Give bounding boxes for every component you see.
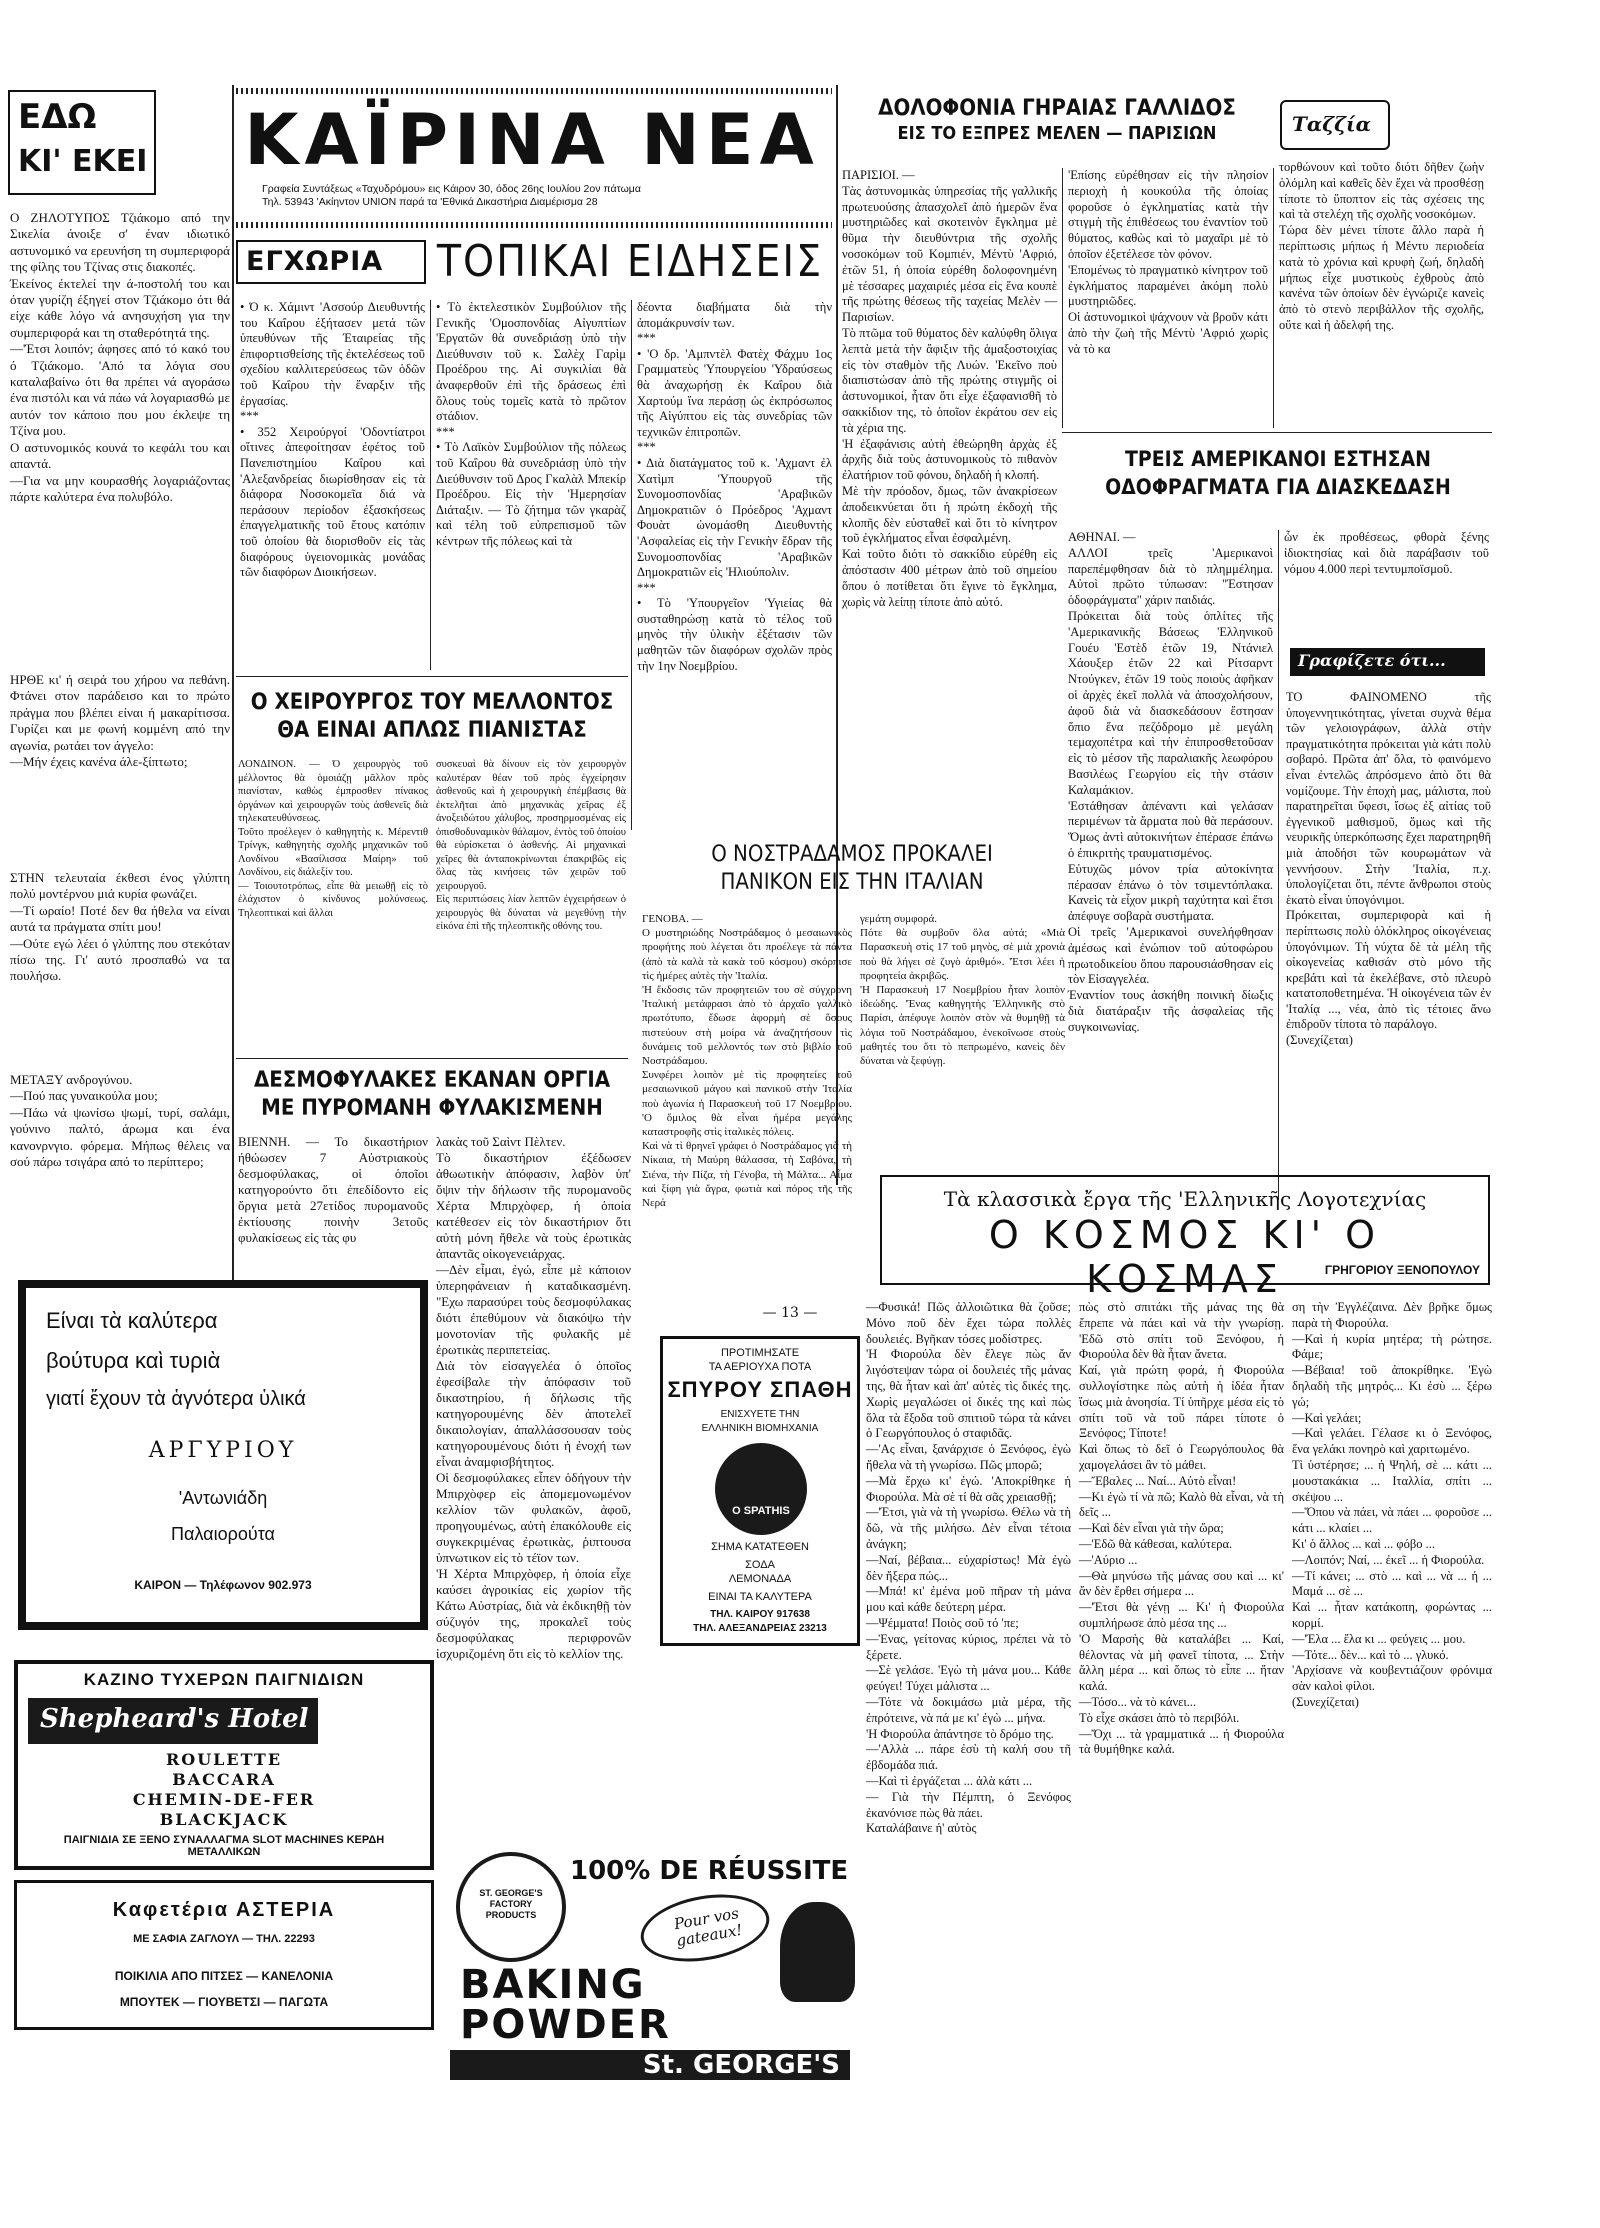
local-news-col-3: δέοντα διαβήματα διὰ τὴν ἀπομάκρυνσίν των. *** • 'Ο δρ. 'Αμπντὲλ Φατὲχ Φάχμυ 1ος Γραμματεὺς 'Υπουργείου 'Υδραύσεως θὰ ἀναχωρήσῃ ἐκ Καΐρου διὰ Χαρτούμ ἵνα περάσῃ ὡς ἐκπρόσωπος τῆς Αἰγύπτου εἰς τὰς συνεδρίας τῶν τεχνικῶν ἐπιτροπῶν. *** • Διὰ διατάγματος τοῦ κ. 'Αχμαντ ἐλ Χατὶμπ 'Υπουργοῦ τῆς Συνομοσπονδίας 'Αραβικῶν Δημοκρατιῶν ὁ Πρόεδρος 'Αχμαντ Φουὰτ ὠνομάσθη Διευθυντὴς 'Ασφαλείας εἰς τὴν Γενικὴν ἔδραν τῆς Συνομοσπονδίας 'Αραβικῶν Δημοκρατιῶν εἰς 'Ηλιούπολιν. *** • Τὸ 'Υπουργεῖον 'Υγιείας θὰ συσταθηρώσῃ κατὰ τὸ τέλος τοῦ μηνὸς τὴν ὑλικὴν ἐξέτασιν τῶν μαθητῶν τῶν διαφόρων σχολῶν πρὸς τὴν 1ην Νοεμβρίου.: [637, 300, 832, 673]
literature-col-2: πὼς στὸ σπιτάκι τῆς μάνας της θὰ ἔπρεπε νὰ πάει καὶ νὰ τὴν γνωρίσῃ. 'Εδῶ στὸ σπίτι τοῦ Ξενόφου, ἡ Φιορούλα δὲν θὰ ἦταν ἄνετα. Καί, γιὰ πρώτη φορά, ἡ Φιορούλα συλλογίστηκε πὼς αὐτὴ ἡ ἰδέα ἦταν ἴσως μιὰ ἀνοησία. Τί ὑπῆρχε μέσα εἰς τὸ σπίτι τοῦ νὰ τοῦ πάρει τίποτε ὁ Ξενόφος; Τίποτε! Καὶ ὅπως τὸ δεῖ ὁ Γεωργόπουλος θὰ χαμογελάσει ἂν τὸ μάθει. —Ἔβαλες ... Ναί... Αὐτὸ εἶναι! —Κι ἐγὼ τί νὰ πῶ; Καλὸ θὰ εἶναι, νὰ τὴ δεῖς ... —Καὶ δὲν εἶναι γιὰ τὴν ὥρα; —'Εδῶ θὰ κάθεσαι, καλύτερα. —'Αύριο ... —Θὰ μηνύσω τῆς μάνας σου καὶ ... κι' ἄν δὲν ἔρθει σήμερα ... —'Έτσι θὰ γένῃ ... Κι' ἡ Φιορούλα συμπλήρωσε ἀπὸ μέσα της ... 'Ο Μαρσὴς θὰ καταλάβει ... Καί, θέλοντας νὰ μὴ φανεῖ τίποτα, ... Στὴν ἄλλη μέρα ... καὶ ὅπως τὸ εἶπε ... ἤταν καλά. —Τόσο... νὰ τὸ κάνει... Τὸ εἶχε σκάσει ἀπὸ τὸ περιβόλι. —Ὄχι ... τὰ γραμματικά ... ή Φιορούλα τὰ θυμήθηκε καλά.: [1079, 1300, 1284, 1757]
ad-butter-line2: βούτυρα καὶ τυριὰ: [46, 1348, 221, 1373]
masthead-stripe-bottom: [236, 222, 832, 228]
ad-george-line1: BAKING: [460, 1962, 646, 2008]
americans-headline-2: ΟΔΟΦΡΑΓΜΑΤΑ ΓΙΑ ΔΙΑΣΚΕΔΑΣΗ: [1105, 475, 1451, 499]
masthead-title: ΚΑΪΡΙΝΑ ΝΕΑ: [244, 99, 820, 181]
ad-cafe-line2: ΜΠΟΥΤΕΚ — ΓΙΟΥΒΕΤΣΙ — ΠΑΓΩΤΑ: [119, 1995, 329, 2009]
ad-spathis-brand: ΣΠΥΡΟΥ ΣΠΑΘΗ: [667, 1377, 853, 1402]
ad-butter-line4: 'Αντωνιάδη: [178, 1488, 268, 1508]
ad-casino-line1: ΚΑΖΙΝΟ ΤΥΧΕΡΩΝ ΠΑΙΓΝΙΔΙΩΝ: [83, 1670, 365, 1689]
corner-text-3: ΣΤΗΝ τελευταία έκθεσι ένος γλύπτη πολύ μοντέρνου μιά κυρία φωνάζει. —Τί ωραίο! Ποτέ δεν θα ήθελα να είναι αυτά τα πράγματα σπίτι μου! —Ούτε εγώ λέει ό γλύπτης που στεκόταν πίσω της. Γι' αυτό προσπαθώ να τα πουλήσω.: [10, 870, 230, 984]
murder-rule-2: [1273, 168, 1274, 428]
ad-casino-brand: Shepheard's Hotel: [40, 1704, 309, 1734]
local-news-bottom-rule: [236, 676, 628, 677]
surgeon-headline-1: Ο ΧΕΙΡΟΥΡΓΟΣ ΤΟΥ ΜΕΛΛΟΝΤΟΣ: [250, 690, 614, 715]
ad-casino-line6: ΠΑΙΓΝΙΔΙΑ ΣΕ ΞΕΝΟ ΣΥΝΑΛΛΑΓΜΑ SLOT MACHINES ΚΕΡΔΗ ΜΕΤΑΛΛΙΚΩΝ: [63, 1834, 385, 1858]
graphic-heading-box: [1290, 648, 1485, 676]
graphic-text: ΤΟ ΦΑΙΝΟΜΕΝΟ τῆς ὑπογεννητικότητας, γίνεται συχνὰ θέμα τῶν γελοιογράφων, ἀλλὰ στὴν πραγματικότητα πρόκειται γιὰ κάτι πολὺ σοβαρό. Πρῶτα ἀπ' ὅλα, τὸ φαινόμενο εἶναι ἐντελῶς ἀπρόσμενο ἀπὸ ὅτι θὰ νομίζουμε. Τὴν ἐποχὴ μας, μάλιστα, ποὺ παρατηρεῖται ὕφεσι, ἴσως ἐξ αἰτίας τοῦ ἐγγενικοῦ μαθισμοῦ, ὅμως καὶ τῆς νευρικῆς ὑπερκόπωσης ἔχει παρατηρηθῆ μιὰ ἀποδήσι τῶν κουρωμάτων νὰ γεννήσουν. Στὴν 'Ιταλία, π.χ. ὑπολογίζεται ὅτι, πέντε ἄνθρωποι στοὺς ἑκατὸ εἶναι ὑπογόνιμοι. Πρόκειται, συμπεριφορὰ καὶ ἡ περίπτωσις πολὺ ὁλόκληρος οἰκογένειας ὑπογόνιμων. Τὴ νύχτα δὲ τὰ μέλη τῆς οἰκογενείας καθισάν στὸ μόνο τῆς κρεβάτι καὶ τὰ ἐκελέβανε, στὸ πλευρὸ κατατοποθετημένα. Ἡ οἰκογένεια τῶν ἐν 'Ιταλίᾳ ..., νέα, ἀπὸ τὶς τέτοιες ἄνω ἐπιδροῦν τίποτα τὸ παράλογο. (Συνεχίζεται): [1286, 690, 1491, 1048]
masthead-info-line2: Τηλ. 53943 'Ακίηντον UNION παρά τα 'Εθνικά Δικαστήρια Διαμέρισμα 28: [262, 196, 598, 208]
ad-butter-phone: ΚΑΙΡΟΝ — Τηλέφωνον 902.973: [134, 1578, 312, 1592]
ad-spathis-line7: ΕΙΝΑΙ ΤΑ ΚΑΛΥΤΕΡΑ: [708, 1591, 812, 1603]
ad-george-reussite: 100% DE RÉUSSITE: [570, 1856, 849, 1886]
surgeon-col-2: συσκευαὶ θὰ δίνουν εἰς τὸν χειρουργὸν καλυτέραν θέαν τοῦ πρὸς ἐγχείρησιν ἀσθενοῦς καὶ ἡ χειρουργικὴ ἐπέμβασις θὰ ἐκτελῆται ἀπὸ μηχανικὰς χεῖρας ἐξ ἀνοξειδώτου χάλυβος, προσηρμοσμένας εἰς ὀπισθοδυναμικὸν θάλαμον, ἐντὸς τοῦ ὁποίου θὰ εὑρίσκεται ὁ ἀσθενής. Αἱ μηχανικαὶ χεῖρες θὰ ἀνταποκρίνωνται ἐπακριβῶς εἰς ὅλας τὰς κινήσεις τῶν χειρῶν τοῦ χειρουργοῦ. Εἰς περιπτώσεις λίαν λεπτῶν ἐγχειρήσεων ὁ χειρουργὸς θὰ δύναται νὰ μεγεθύνῃ τὴν εἰκόνα ἐπὶ τῆς τηλεοπτικῆς οθόνης του.: [436, 759, 626, 932]
ad-spathis-line6: ΛΕΜΟΝΑΔΑ: [728, 1573, 792, 1585]
murder-bottom-rule: [1062, 432, 1492, 433]
ad-casino-brand-box: [28, 1698, 318, 1744]
local-news-rule-1: [430, 300, 431, 670]
corner-column-rule: [232, 85, 234, 1280]
americans-col-2: ὧν ἐκ προθέσεως, φθορὰ ξένης ἰδιοκτησίας καὶ διὰ παράβασιν τοῦ νόμου 4.000 περὶ τεντυμποϊσμοῦ.: [1284, 530, 1489, 576]
literature-chapter: — 13 —: [762, 1305, 818, 1321]
americans-headline-1: ΤΡΕΙΣ ΑΜΕΡΙΚΑΝΟΙ ΕΣΤΗΣΑΝ: [1125, 447, 1431, 471]
ad-butter-brand: ΑΡΓΥΡΙΟΥ: [148, 1438, 298, 1463]
prison-col-2: λακὰς τοῦ Σαὶντ Πὲλτεν. Τὸ δικαστήριον ἐξέδωσεν ἀθωωτικὴν ἀπόφασιν, λαβὸν ὑπ' ὄψιν τὴν δήλωσιν τῆς πυρομανοῦς Χέρτα Μπιρχὸφερ, ἡ ὁποία κατέθεσεν εἰς τὸν δικαστήριον ὅτι αὐτὴ μόνη ἤθελε νὰ τοὺς ἐρωτικὰς ἀπαντᾶς οἰκογενειάρχας. —Δὲν εἶμαι, ἐγώ, εἶπε μὲ κάποιον ὑπερηφάνειαν ἡ καταδικασμένη. "Εχω παρασύρει τοὺς δεσμοφύλακας διότι ἐπεθύμουν νὰ διακόψω τὴν μονοτονίαν τῆς φυλακῆς μὲ ἐρωτικὰς περιπετείας. Διὰ τὸν εἰσαγγελέα ὁ ὁποῖος ἐφεσίβαλε τὴν ἀπόφασιν τοῦ δικαστηρίου, ἡ δήλωσις τῆς κατηγορουμένης δὲν ἀποτελεῖ δικαιολογίαν, ἀπαλλάσσουσαν τοὺς κατηγορουμένους διότι ἡ ἐνοχή των εἶναι ἀναμφισβήτητος. Οἱ δεσμοφύλακες εἶπεν ὁδήγουν τὴν Μπιρχὸφερ εἰς ἀπομεμονωμένον κελλίον τῶν φυλακῶν, ἀφοῦ, προηγουμένως, αὐτὴ ἐπακόλουθε εἰς συγκεκριμένας ἐρωτικὰς, ῥιπτουσα ὑπνωτικον εἰς τὸ τέϊον των. 'Η Χέρτα Μπιρχὸφερ, ἡ ὁποία εἶχε καύσει ἀγροικίας εἰς χωρίον τῆς Κάτω Αὐστρίας, διὰ νὰ ἐκδικηθῇ τὸν σύζυγόν της, προκαλεῖ τοὺς δεσμοφύλακας περιφρονῶν ἰσχυριζομένη ὅτι εἰς τὸ κελλίον της.: [436, 1134, 631, 1661]
ad-cafe-address: ΜΕ ΣΑΦΙΑ ΖΑΓΛΟΥΛ — ΤΗΛ. 22293: [133, 1933, 315, 1945]
ad-cafe: [14, 1880, 434, 2030]
nostradamus-col-2: γεμάτη συμφορά. Πότε θὰ συμβοῦν ὅλα αὐτά; «Μιὰ Παρασκευὴ στὶς 17 τοῦ μηνὸς, σὲ μιὰ χρονιὰ ποὺ θὰ λήγει σὲ ζυγὸ ἀριθμό». 'Έτσι λέει ἡ προφητεία ἀκριβῶς. 'Η Παρασκευὴ 17 Νοεμβρίου ἦταν λοιπὸν ἰδεώδης. 'Ένας καθηγητὴς Ἑλληνικῆς στὸ Παρίσι, ἀπέφυγε λοιπὸν στὸν νὰ θυμηθῇ τὰ λόγια τοῦ Νοστράδαμου, ἐνεκοῖνωσε στοὺς μαθητές του ὅτι τὸ πεπρωμένο, κανεὶς δὲν δύναται νὰ ξεφύγῃ.: [860, 913, 1065, 1068]
ad-spathis: [660, 1336, 860, 1646]
prison-headline-1: ΔΕΣΜΟΦΥΛΑΚΕΣ ΕΚΑΝΑΝ ΟΡΓΙΑ: [253, 1068, 611, 1093]
ad-spathis-emblem-text: Ο SPATHIS: [732, 1505, 790, 1517]
literature-box: [880, 1175, 1490, 1301]
americans-col-1: ΑΘΗΝΑΙ. — ΑΛΛΟΙ τρεῖς 'Αμερικανοὶ παρεπέμφθησαν διὰ τὸ πλημμέλημα. Αὐτοὶ πρῶτο τύπωσαν: "Έστησαν ὁδοφράγματα" χάριν παιδιάς. Πρόκειται διὰ τοὺς ὁπλίτες τῆς 'Αμερικανικῆς Βάσεως 'Ελληνικοῦ Γουέυ 'Εστὲδ ἐτῶν 19, Ντάνιελ Χάουξερ ἐτῶν 22 καὶ Ρίτσαρντ Ντούγκεν, ἐτῶν 19 τοὺς ποιοὺς ἀφῆκαν οἱ ἀρχὲς ἐκεῖ πολλὰ νὰ ἀποσχολήσουν, ἀφοῦ διὰ νὰ διασκεδάσουν ἔστησαν ὅπιο ἕνα πεζόδρομο μὲ μεγάλη τεμαχοπέτρα καὶ τὴν ἐπιπροσθετοῦσαν εἰς τὸ μέσον τῆς παραλιακῆς λεωφόρου Βασιλέως Γεωργίου εἰς τὴν στάσιν Καλαμάκιον. 'Εστάθησαν ἀπέναντι καὶ γελάσαν περιμένων τὰ ἄρματα ποὺ θὰ περάσουν. Ὅμως ἀντὶ αὐτοκινήτων ἐπέρασε ἐπάνω ὁ ἐπικριτὴς τραυματισμένος. Εὐτυχῶς μόνον τρία αὐτοκίνητα πέρασαν ἐπάνω ὁ τὸν τσιμεντόπλακα. Κανεὶς τὰ εἶχον μικρὴ ταχύτητα καὶ ἔτσι ἀπέφυγε σοβαρὰ συστήματα. Οἱ τρεῖς 'Αμερικανοὶ συνελήφθησαν ἀμέσως καὶ ἐνώπιον τοῦ αὐτοφώρου πρωτοδικείου ὅπου παρουσιάσθησαν εἰς τὸν Εἰσαγγελέα. Έναντίον τους ἀσκήθη ποινικὴ δίωξις διὰ διατάραξιν τῆς ἀσφαλείας τῆς συγκοινωνίας.: [1068, 530, 1273, 1034]
ad-george-badge-circle: [456, 1852, 566, 1962]
prison-headline-2: ΜΕ ΠΥΡΟΜΑΝΗ ΦΥΛΑΚΙΣΜΕΝΗ: [261, 1096, 603, 1121]
murder-rule-1: [1062, 168, 1063, 428]
masthead: [232, 95, 832, 220]
ad-george-silhouette: [780, 1902, 855, 2002]
corner-title-line1: ΕΔΩ: [18, 97, 97, 137]
ad-casino: [14, 1660, 434, 1870]
ad-spathis-line5: ΣΟΔΑ: [745, 1559, 775, 1571]
ad-butter: [18, 1280, 428, 1630]
ad-butter-line3: γιατί ἔχουν τὰ ἁγνότερα ὑλικά: [46, 1388, 306, 1410]
corner-text-2: ΗΡΘΕ κι' ή σειρά του χήρου να πεθάνη. Φτάνει στον παράδεισο και το πρώτο πράγμα που βλέπει είναι ή μακαρίτισσα. Γυρίζει και με φωνή κομμένη από την αγωνία, ρωτάει τον άγγελο: —Μήν έχεις κανένα άλε-ξίπτωτο;: [10, 672, 230, 770]
ad-spathis-line2: ΤΑ ΑΕΡΙΟΥΧΑ ΠΟΤΑ: [708, 1361, 812, 1373]
murder-headline-2: ΕΙΣ ΤΟ ΕΞΠΡΕΣ ΜΕΛΕΝ — ΠΑΡΙΣΙΩΝ: [897, 123, 1217, 144]
ad-spathis-trademark: ΣΗΜΑ ΚΑΤΑΤΕΘΕΝ: [711, 1541, 809, 1553]
ad-george-brand: St. GEORGE'S: [642, 2050, 840, 2080]
ad-spathis-emblem: [715, 1443, 807, 1535]
corner-text-1: Ο ΖΗΛΟΤΥΠΟΣ Τζιάκομο από την Σικελία άνοιξε σ' έναν ιδιωτικό αστυνομικό να ερευνήση τη συμπεριφορά της φίλης του Τζίνας στις διακοπές. Έκείνος έκτελεί την ά-ποστολή του και όταν γυρίζη έξηγεί στον Τζιάκομο ότι θά είχε κάθε λόγο νά ανησυχήση για την συμπεριφορά και τη σταθερότητά της. —'Έτσι λοιπόν; άφησες από τό κακό του ό Τζιάκομο. 'Από τα λόγια σου καταλαβαίνω ότι θα πρέπει νά αγοράσω ένα πιστόλι και νά πάω νά λογαριασθώ με αυτόν τον κάποιο που μου έκλεψε τη Τζίνα μου. Ο αστυνομικός κουνά το κεφάλι του και απαντά. —Για να μην κουρασθής λογαριάζοντας πάρτε καλύτερα ένα πολυβόλο.: [10, 210, 230, 504]
ad-spathis-line4: ΕΛΛΗΝΙΚΗ ΒΙΟΜΗΧΑΝΙΑ: [701, 1423, 819, 1434]
local-news-headline: ΤΟΠΙΚΑΙ ΕΙΔΗΣΕΙΣ: [436, 236, 824, 287]
ad-butter-line5: Παλαιορούτα: [171, 1524, 275, 1544]
ad-casino-line3: BACCARA: [172, 1770, 276, 1789]
ad-george-badge: ST. GEORGE'S FACTORY PRODUCTS: [479, 1888, 543, 1920]
surgeon-col-1: ΛΟΝΔΙΝΟΝ. — Ό χειρουργὸς τοῦ μέλλοντος θὰ ὁμοιάζῃ μᾶλλον πρὸς πιανίσταν, καθὼς ἐμπροσθεν πίνακος ὀργάνων καὶ χειρουργῶν τοὺς ἀσθενεῖς διὰ τηλεκατευθύνσεως. Τοῦτο προέλεγεν ὁ καθηγητὴς κ. Μέρεντιθ Τρίνγκ, καθηγητὴς σχολῆς μηχανικῶν τοῦ Λονδίνου «Βασίλισσα Μαίρη» τοῦ Λονδίνου, εἰς διάλεξίν του. — Τοιουτοτρόπως, εἶπε θὰ μειωθῇ εἰς τὸ ἐλάχιστον ὁ κίνδυνος μολύνσεως. Τηλεοπτικαὶ καὶ ἄλλαι: [238, 759, 428, 919]
ad-casino-line2: ROULETTE: [165, 1750, 283, 1769]
local-news-rule-2: [631, 300, 632, 830]
local-news-col-1: • Ό κ. Χάμιντ 'Ασσούρ Διευθυντής του Καΐρου έξήτασεν μετά τῶν ὑπευθύνων τῆς Έταιρείας τῆς ἐπιφορτισθείσης τῆς ἐκτελέσεως τοῦ σχεδίου καλλιτερεύσεως τῶν ὁδῶν τοῦ Καΐρου τὴν ἔναρξιν τῆς ἐργασίας. *** • 352 Χειρούργοί 'Οδοντίατροι οἵτινες ἀπεφοίτησαν ἐφέτος τοῦ Πανεπιστημίου Καΐρου καὶ 'Αλεξανδρείας διωρίσθησαν εἰς τὰ διάφορα Νοσοκομεῖα διά νὰ περάσουν περίοδον ἐξασκήσεως ἐπαγγελματικῆς τοῦ ἔτους κατόπιν τοῦ ὁποίου θὰ διορισθοῦν εἰς τὰς διαφόρους ὑγειονομικὰς μονάδας τῶν διαφόρων Διοικήσεων.: [240, 300, 425, 580]
literature-title: Ο ΚΟΣΜΟΣ ΚΙ' Ο ΚΟΣΜΑΣ: [988, 1213, 1382, 1301]
ad-butter-line1: Είναι τὰ καλύτερα: [46, 1308, 218, 1333]
murder-col-2: 'Επίσης εὑρέθησαν εἰς τὴν πλησίον περιοχὴ ἡ κουκούλα τῆς ὁποίας φοροῦσε ὁ ἐγκληματίας κατὰ τὴν στιγμὴ τῆς ἐπιθέσεως του ἐναντίον τοῦ θύματος, καθὼς καὶ τὸ μαχαῖρι μὲ τὸ ὁποῖον ἐξετέλεσε τὸν φόνον. 'Επομένως τὸ πραγματικὸ κίνητρον τοῦ ἐγκλήματος παραμένει ἀκόμη πολὺ μυστηριῶδες. Οἱ ἀστυνομικοὶ ψάχνουν νὰ βροῦν κάτι ἀπὸ τὴν ζωὴ τῆς Μέντὺ 'Αφριό χωρὶς νὰ τὸ κα: [1068, 168, 1268, 356]
nostradamus-col-1: ΓΕΝΟΒΑ. — Ο μυστηριώδης Νοστράδαμος ὁ μεσαιωνικὸς προφήτης ποὺ λέγεται ὅτι προέλεγε τὰ πάντα (ἀπὸ τὰ καλὰ τὰ κακὰ τοῦ κόσμου) σκόρπισε τὶς ἡμέρες αὐτὲς τὴν 'Ιταλία. 'Η ἔκδοσις τῶν προφητειῶν του σὲ σύγχρονη 'Ιταλική μετάφρασι ἀπὸ τὸ ἀρχαῖο γαλλικὸ πρωτότυπο, ἔδωσε ἀφορμὴ σὲ ὅσους πιστεύουν στὴ μοίρα νὰ ἀναζητήσουν τὶς δυνάμεις τοῦ μελλοντός των στὸ βιβλίο τοῦ Νοστράδαμου. Συνφέρει λοιπὸν μὲ τὶς προφητείες τοῦ μεσαιωνικοῦ μάγου καὶ πανικοῦ στὴν Ἰταλία ποὺ ἀγωνία ἡ Παρασκευὴ τοῦ 17 Νοεμβρίου. 'Ο ὅμιλος θὰ εἶναι ἡμέρα μεγάλης καταστροφῆς στὶς ἰταλικὲς πόλεις. Καὶ νὰ τὶ θρηνεῖ γράφει ὁ Νοστράδαμος γιὰ τὴ Νίκαια, τὴ Μαύρη θάλασσα, τὴ Σαβόνα, τὴ Σιένα, τὴν Πίζα, τὴ Γένοβα, τὴ Μάλτα... Αἷμα καὶ ξίφη γιὰ ἄγρα, φωτιὰ καὶ πόρος τῆς τῆς Νερά: [642, 913, 852, 1210]
nostradamus-headline-1: Ο ΝΟΣΤΡΑΔΑΜΟΣ ΠΡΟΚΑΛΕΙ: [711, 842, 993, 867]
tazzia-logo-box: [1280, 100, 1390, 150]
local-news-label: ΕΓΧΩΡΙΑ: [246, 246, 384, 277]
corner-text-4: ΜΕΤΑΞΥ ανδρογύνου. —Πού πας γυναικούλα μου; —Πάω νά ψωνίσω ψωμί, τυρί, σαλάμι, γούνινο παλτό, άρωμα και ένα κανονρνγιο. φόρεμα. Μήπως θέλεις να σού πάρω τσιγάρα από το περίπτερο;: [10, 1072, 230, 1170]
ad-george: [440, 1852, 860, 2082]
surgeon-headline-2: ΘΑ ΕΙΝΑΙ ΑΠΛΩΣ ΠΙΑΝΙΣΤΑΣ: [277, 718, 587, 743]
ad-george-script: Pour vos gateaux!: [672, 1904, 744, 1950]
ad-spathis-line3: ΕΝΙΣΧΥΕΤΕ ΤΗΝ: [720, 1409, 800, 1420]
ad-george-line2: POWDER: [460, 2002, 671, 2048]
nostradamus-headline-2: ΠΑΝΙΚΟΝ ΕΙΣ ΤΗΝ ΙΤΑΛΙΑΝ: [720, 870, 984, 895]
local-news-label-box: [236, 240, 426, 284]
literature-col-3: ση τὴν Ἐγγλέζαινα. Δὲν βρῆκε ὅμως παρὰ τὴ Φιορούλα. —Καὶ ἡ κυρία μητέρα; τὴ ρώτησε. Φάμε; —Βέβαια! τοῦ ἀποκρίθηκε. 'Εγὼ δηλαδὴ τῆς μητρός... Κι ἐσὺ ... ξέρω γώ; —Καὶ γελάει; —Καὶ γελάει. Γέλασε κι ὁ Ξενόφος, ἕνα γελάκι πονηρὸ καὶ χαριτωμένο. Τὶ ὑστέρησε; ... ἡ Ψηλή, σὲ ... κάτι ... μουστακάκια ... Ιταλλία, σπίτι ... σκέψου ... —Ὅπου νὰ πάει, νὰ πάει ... φοροῦσε ... κάτι ... κλαίει ... Κι' ὁ ἄλλος ... καὶ ... φόβο ... —Λοιπόν; Ναί, ... ἐκεῖ ... ἡ Φιορούλα. —Τί κάνει; ... στὸ ... καὶ ... νὰ ... ἡ ... Μαμά ... σὲ ... Καὶ ... ἦταν κατάκοπη, φορώντας ... κορμί. —'Έλα ... ἔλα κι ... φεύγεις ... μου. —Τότε... δὲν... καὶ τὸ ... γλυκό. 'Αρχίσανε νὰ κουβεντιάζουν φρόνιμα σὰν καλοὶ φίλοι. (Συνεχίζεται): [1292, 1300, 1492, 1709]
literature-col-1: —Φυσικά! Πῶς ἀλλοιῶτικα θὰ ζοῦσε; Μόνο ποῦ δὲν ἔχει τώρα πολλὲς δουλειές. Βγῆκαν τόσες μοδίστρες. 'Η Φιορούλα δὲν ἔλεγε πὼς ἄν λιγόστεψαν τώρα οἱ δουλειές τῆς μάνας της, θὰ ἦταν καὶ ἀπ' αὐτὲς τὶς δικές της. Χωρὶς μεγαλώσει οἱ δικές της καὶ πὼς ὅλα τὰ ἔξοδα τοῦ σπιτιοῦ τώρα τὰ κάνει ὁ Γεωργόπουλος ὁ σταφιδᾶς. —'Ας εἶναι, ξανάρχισε ὁ Ξενόφος, ἐγὼ ἤθελα νὰ τὴ γνωρίσω. Πῶς μπορῶ; —Μὰ ἔρχω κι' ἐγώ. 'Αποκρίθηκε ἡ Φιορούλα. Μὰ σὲ τί θὰ σᾶς χρειασθῇ; —'Έτσι, γιὰ νὰ τὴ γνωρίσω. Θέλω νὰ τὴ δῶ, νὰ τῆς μιλήσω. Δὲν εἶναι τέτοια ἀνάγκη; —Ναί, βέβαια... εὐχαρίστως! Μὰ ἐγὼ δὲν ἤξερα πώς... —Μπά! κι' ἐμένα μοῦ πῆραν τὴ μάνα μου καὶ κάθε δεύτερη μέρα. —Ψέμματα! Ποιὸς σοῦ τό 'πε; —Ἐνας, γείτονας κύριος, πρέπει νὰ τὸ ξέρετε. —Σὲ γελάσε. 'Εγὼ τὴ μάνα μου... Κάθε φεύγει! Τύχει μάλιστα ... —Τότε νὰ δοκιμάσω μιὰ μέρα, τῆς ἐπρότεινε, νὰ πά με κι' ἐγὼ ... μήνα. 'Η Φιορούλα ἀπάντησε τὸ δρόμο της. —'Αλλὰ ... πάρε ἐσὺ τὴ καλή σου τῆ ἐβδομάδα πιά. —Καὶ τὶ ἐργάζεται ... ἀλὰ κάτι ... — Γιὰ τὴν Πέμπτη, ὁ Ξενόφος ἐκανόνισε πὼς θὰ πάει. Καταλάβαινε ἡ' αὐτὸς: [866, 1300, 1071, 1836]
literature-heading: Τὰ κλασσικὰ ἔργα τῆς 'Ελληνικῆς Λογοτεχνίας: [943, 1187, 1427, 1211]
ad-casino-line4: CHEMIN-DE-FER: [132, 1790, 316, 1809]
ad-spathis-line8: ΤΗΛ. ΚΑΙΡΟΥ 917638: [710, 1609, 810, 1620]
murder-col-3: τορθώνουν καὶ τοῦτο διότι δῆθεν ζωὴν ὁλόμλη καὶ καθεῖς δὲν ἔχει νὰ προσθέσῃ τίποτε τὸ ὕποπτον εἰς τὰς σχέσεις της καὶ τὰ στελέχη τῆς σχολῆς νοσοκόμων. Τώρα δὲν μένει τίποτε ἄλλο παρὰ ἡ περίπτωσις μήπως ἡ Μέντυ περιοδεία κατὰ τὸ χρόνια καὶ κρυφὴ ζωή, δηλαδὴ μήπως εἶχε μυστικοὺς ἐχθροὺς ἀπὸ κανένα τῶν ὁποίων δὲν ἐγνώριζε κανεὶς ἀπὸ τὸ στενὸ περιβάλλον τῆς σχολῆς, οὔτε καὶ ἡ ἀδελφή της.: [1279, 160, 1484, 332]
graphic-heading: Γραφίζετε ότι...: [1298, 651, 1446, 670]
ad-spathis-line9: ΤΗΛ. ΑΛΕΞΑΝΔΡΕΙΑΣ 23213: [693, 1623, 827, 1634]
masthead-stripe-top: [236, 88, 832, 94]
surgeon-bottom-rule: [236, 1058, 628, 1059]
masthead-info: [262, 183, 822, 209]
literature-author: ΓΡΗΓΟΡΙΟΥ ΞΕΝΟΠΟΥΛΟΥ: [1324, 1263, 1480, 1277]
ad-cafe-line1: ΠΟΙΚΙΛΙΑ ΑΠΟ ΠΙΤΣΕΣ — ΚΑΝΕΛΟΝΙΑ: [114, 1969, 334, 1983]
ad-cafe-brand: Καφετέρια ΑΣΤΕΡΙΑ: [112, 1899, 336, 1921]
local-news-col-2: • Τὸ ἐκτελεστικὸν Συμβούλιον τῆς Γενικῆς 'Ομοσπονδίας Αἰγυπτίων 'Εργατῶν θὰ συνεδριάσῃ ὑπὸ τὴν Διεύθυνσιν τοῦ κ. Σαλὲχ Γαρὶμ Προέδρου της. Αἱ συγκιλίαι θὰ ἀναφερθοῦν ἐπὶ τῆς δράσεως ἐπὶ ὅλους τοὺς τομεῖς κατὰ τὸ πρῶτον στάδιον. *** • Τὸ Λαϊκὸν Συμβούλιον τῆς πόλεως τοῦ Καΐρου θὰ συνεδριάσῃ ὑπὸ τὴν Διεύθυνσιν τοῦ Δρος Γκαλὰλ Μπεκίρ Προέδρου. Εἰς τὴν 'Ημερησίαν Διάταξιν. — Τὸ ζήτημα τῶν γκαρὰζ καὶ τέλη τοῦ εὐπρεπισμοῦ τῶν κέντρων τῆς πόλεως καὶ τὰ: [436, 300, 626, 548]
corner-title-box: [8, 90, 156, 195]
masthead-info-line1: Γραφεία Συντάξεως «Ταχυδρόμου» εις Κάιρον 30, όδος 26ης Ιουλίου 2ον πάτωμα: [262, 183, 641, 195]
ad-george-brand-bar: [450, 2050, 850, 2080]
tazzia-logo: Ταζζία: [1292, 112, 1372, 136]
corner-title-line2: ΚΙ' ΕΚΕΙ: [18, 144, 148, 179]
murder-col-1: ΠΑΡΙΣΙΟΙ. — Τὰς ἀστυνομικὰς ὑπηρεσίας τῆς γαλλικῆς πρωτευούσης ἀπασχολεῖ ἀπὸ ἡμερῶν ἕνα μυστηριῶδες καὶ σκοτεινὸν ἔγκλημα μὲ θῦμα τὴν διευθύντρια τῆς σχολῆς νοσοκόμων τοῦ Κομπιέν, Μέντὺ 'Αφριό, ἐτῶν 51, ἡ ὁποία εὑρέθη δολοφονημένη μὲ τέσσαρες μαχαιριές μέσα εἰς ἕνα κουπὲ τῆς πρώτης θέσεως τῆς ταχείας Μελὲν — Παρισίων. Τὸ πτῶμα τοῦ θύματος δὲν καλύφθη ὅλιγα λεπτὰ μετὰ τὴν ἄφιξιν τῆς ἁμαξοστοιχίας εἰς τὸν σταθμὸν τῆς Λυών. 'Εκεῖνο ποὺ διαπιστώσαν ἀπὸ τῆς πρώτης στιγμῆς οἱ ἀστυνομικοί, ἦταν ὅτι εἶχε ἐξαφανισθῆ τὸ σακκίδιον της, τὸ ὁποῖον ἐκράτου σεν εἰς τὰ χέρια της. 'Η ἐξαφάνισις αὐτὴ ἐθεώρηθη ἀρχὰς ἐξ ἀρχῆς διὰ τοὺς ἀστυνομικοὺς τὸ πιθανὸν ἐλατήριον τοῦ φόνου, δηλαδὴ ἡ κλοπή. Μὲ τὴν πρόοδον, δμως, τῶν ἀνακρίσεων ἀποδεικνύεται ὅτι ἡ πρώτη ἐκδοχὴ τῆς κλοπῆς δὲν εὐσταθεῖ καὶ ὅτι τὸ κίνητρον τοῦ ἐγκλήματος εἶναι ἐσφαλμένη. Καὶ τοῦτο διότι τὸ σακκίδιο εὑρέθη εἰς ἀπόστασιν 400 μέτρων ἀπὸ τοῦ σημείου ὅπου ὁ ποτίθεται ὅτι ἔγινε τὸ ἔγκλημα, χωρὶς νὰ λείπῃ τίποτε ἀπὸ αὐτό.: [842, 168, 1057, 609]
ad-george-script-oval: [635, 1885, 774, 1971]
prison-col-1: ΒΙΕΝΝΗ. — Το δικαστήριον ήθώωσεν 7 Αὐστριακοὺς δεσμοφύλακας, οἱ ὁποῖοι κατηγορούντο ὅτι ἐπεδίδοντο εἰς ὄργια μετὰ 27ετίδος πυρομανοῦς ἐκτίουσης ποινὴν 3ετοῦς φυλακίσεως εἰς τὰς φυ: [238, 1134, 428, 1245]
ad-casino-line5: BLACKJACK: [159, 1810, 289, 1829]
americans-rule: [1278, 530, 1279, 1200]
ad-spathis-line1: ΠΡΟΤΙΜΗΣΑΤΕ: [720, 1347, 800, 1359]
murder-headline-1: ΔΟΛΟΦΟΝΙΑ ΓΗΡΑΙΑΣ ΓΑΛΛΙΔΟΣ: [878, 96, 1236, 121]
